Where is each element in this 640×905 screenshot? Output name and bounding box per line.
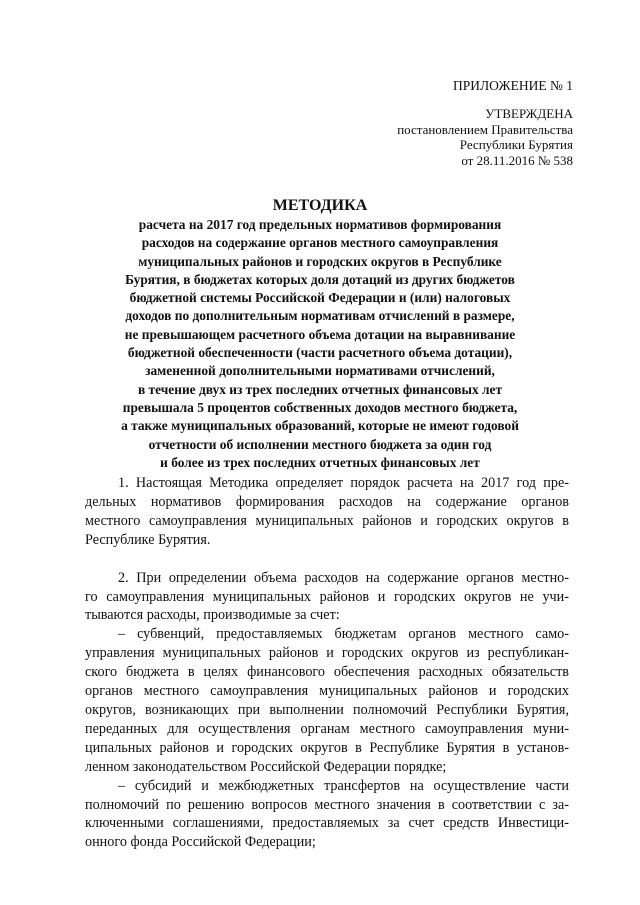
approval-line: Республики Бурятия	[459, 137, 573, 153]
paragraph-line: – субвенций, предоставляемых бюджетам органов местного само-	[118, 626, 569, 643]
approval-stamp	[397, 106, 573, 168]
paragraph-gap	[85, 550, 569, 569]
document-title: МЕТОДИКА	[272, 197, 368, 214]
heading-line: расчета на 2017 год предельных нормативов формирования	[138, 217, 502, 232]
paragraph-line: управления муниципальных районов и городских округов из республикан-	[85, 645, 569, 662]
paragraph-line: местного самоуправления муниципальных районов и городских округов в	[85, 512, 569, 529]
approval-line: постановлением Правительства	[397, 121, 573, 137]
approval-line: от 28.11.2016 № 538	[461, 152, 573, 168]
heading-line: бюджетной обеспеченности (части расчетного объема дотации),	[127, 345, 513, 361]
heading-line: доходов по дополнительным нормативам отчислений в размере,	[125, 308, 515, 324]
paragraph-1	[85, 474, 569, 550]
paragraph-line: Республике Бурятия.	[85, 531, 211, 548]
paragraph-line: органов местного самоуправления муниципальных районов и городских	[85, 683, 569, 700]
approval-line: УТВЕРЖДЕНА	[485, 106, 573, 121]
paragraph-line: дельных нормативов формирования расходов на содержание органов	[85, 493, 569, 510]
paragraph-line: 2. При определении объема расходов на содержание органов местно-	[118, 569, 569, 586]
heading-line: превышала 5 процентов собственных доходов местного бюджета,	[122, 399, 518, 415]
heading-line: муниципальных районов и городских округов в Республике	[138, 253, 502, 269]
document-body	[85, 474, 569, 852]
paragraph-line: переданных для осуществления органам местного самоуправления муни-	[85, 720, 569, 737]
paragraph-line: го самоуправления муниципальных районов и городских округов не учи-	[85, 588, 569, 605]
paragraph-line: – субсидий и межбюджетных трансфертов на осуществление части	[118, 777, 569, 794]
paragraph-2	[85, 569, 569, 626]
paragraph-line: онного фонда Российской Федерации;	[85, 834, 316, 851]
heading-line: не превышающем расчетного объема дотации на выравнивание	[124, 326, 516, 342]
paragraph-line: округов, возникающих при выполнении полномочий Республики Бурятия,	[85, 701, 569, 718]
paragraph-4	[85, 777, 569, 853]
heading-line: отчетности об исполнении местного бюджета за один год	[148, 436, 492, 452]
heading-line: бюджетной системы Российской Федерации и (или) налоговых	[129, 290, 511, 306]
heading-line: и более из трех последних отчетных финансовых лет	[160, 454, 480, 470]
document-heading	[78, 196, 562, 472]
paragraph-line: ленном законодательством Российской Федерации порядке;	[85, 758, 447, 775]
paragraph-line: тываются расходы, производимые за счет:	[85, 607, 340, 624]
heading-line: Бурятия, в бюджетах которых доля дотаций из других бюджетов	[125, 271, 515, 287]
paragraph-line: ципальных районов и городских округов в Республике Бурятия в установ-	[85, 739, 569, 756]
paragraph-line: 1. Настоящая Методика определяет порядок расчета на 2017 год пре-	[118, 475, 569, 491]
heading-line: а также муниципальных образований, которые не имеют годовой	[121, 418, 519, 434]
heading-line: замененной дополнительными нормативами отчислений,	[145, 363, 495, 379]
paragraph-3	[85, 625, 569, 776]
paragraph-line: ского бюджета в целях финансового обеспечения расходных обязательств	[85, 664, 569, 681]
paragraph-line: ключенными соглашениями, предоставляемых за счет средств Инвестици-	[85, 815, 569, 832]
appendix-label: ПРИЛОЖЕНИЕ № 1	[452, 78, 573, 93]
heading-line: расходов на содержание органов местного самоуправления	[141, 235, 499, 251]
paragraph-line: полномочий по решению вопросов местного значения в соответствии с за-	[85, 796, 569, 813]
heading-line: в течение двух из трех последних отчетных финансовых лет	[137, 381, 503, 397]
